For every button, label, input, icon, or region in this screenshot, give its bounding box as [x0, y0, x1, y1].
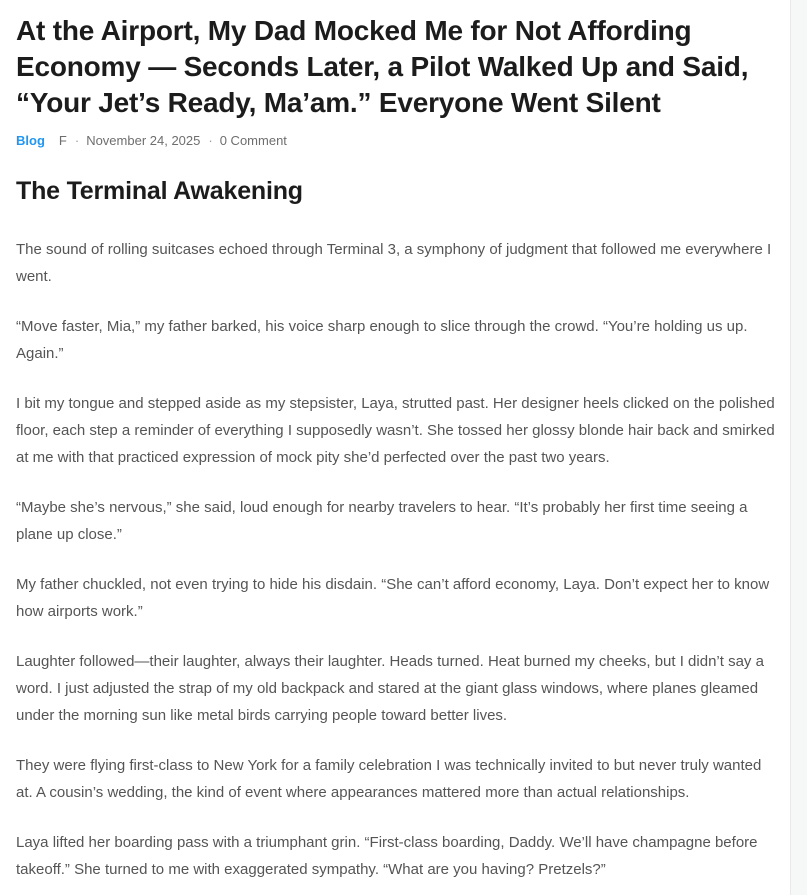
author-name: F	[58, 133, 67, 148]
article-paragraph: Laughter followed—their laughter, always their laughter. Heads turned. Heat burned my cheeks, but I didn’t say a word. I just adjusted the strap of my old backpack and stared at the giant glass windows, where planes gleamed under the morning sun like metal birds carrying people toward better lives.	[16, 653, 764, 724]
comments-link[interactable]: 0 Comment	[219, 133, 287, 148]
article-paragraph: I bit my tongue and stepped aside as my stepsister, Laya, strutted past. Her designer heels clicked on the polished floor, each step a reminder of everything I supposedly wasn’t. She tossed her glossy blonde hair back and smirked at me with that practiced expression of mock pity she’d perfected over the past two years.	[16, 395, 775, 466]
post-body	[16, 236, 781, 883]
article-paragraph: “Maybe she’s nervous,” she said, loud enough for nearby travelers to hear. “It’s probably her first time seeing a plane up close.”	[16, 499, 748, 543]
article-paragraph: They were flying first-class to New York for a family celebration I was technically invited to but never truly wanted at. A cousin’s wedding, the kind of event where appearances mattered more than actual relationships.	[16, 757, 762, 801]
article-paragraph: The sound of rolling suitcases echoed through Terminal 3, a symphony of judgment that followed me everywhere I went.	[16, 241, 772, 285]
meta-separator: ·	[74, 133, 80, 148]
post-date: November 24, 2025	[86, 133, 201, 148]
category-link[interactable]: Blog	[16, 133, 45, 148]
post-meta	[16, 133, 781, 149]
scrollbar-track[interactable]	[790, 0, 807, 895]
article-paragraph: My father chuckled, not even trying to hide his disdain. “She can’t afford economy, Laya. Don’t expect her to know how airports work.”	[16, 576, 770, 620]
article-paragraph: “Move faster, Mia,” my father barked, his voice sharp enough to slice through the crowd. “You’re holding us up. Again.”	[16, 318, 748, 362]
section-heading: The Terminal Awakening	[16, 177, 303, 205]
post-title: At the Airport, My Dad Mocked Me for Not Affording Economy — Seconds Later, a Pilot Walked Up and Said, “Your Jet’s Ready, Ma’am.” Everyone Went Silent	[16, 15, 749, 118]
meta-separator: ·	[208, 133, 213, 148]
article-paragraph: Laya lifted her boarding pass with a triumphant grin. “First-class boarding, Daddy. We’ll have champagne before takeoff.” She turned to me with exaggerated sympathy. “What are you having? Pretzels?”	[16, 834, 758, 878]
